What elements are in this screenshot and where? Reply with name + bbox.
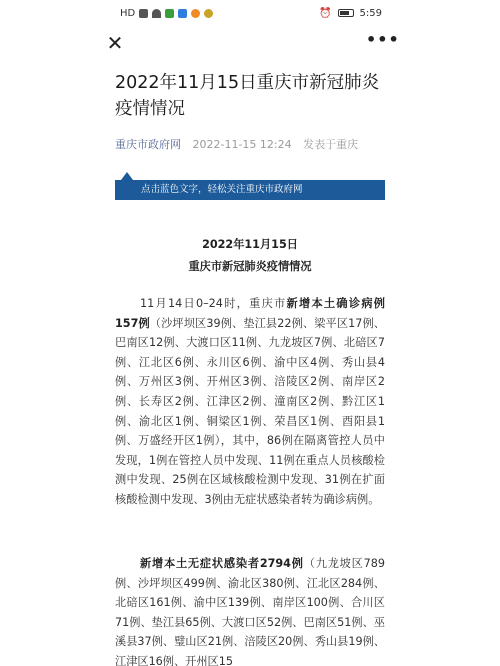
more-options-icon[interactable]: ••• [366,30,400,49]
p1-details: （沙坪坝区39例、垫江县22例、梁平区17例、巴南区12例、大渡口区11例、九龙坡区7例、北碚区7例、江北区6例、永川区6例、渝中区4例、秀山县4例、万州区3例、开州区3例、涪陵区2例、南岸区2例、长寿区2例、江津区2例、潼南区2例、黔江区1例、渝北区1例、铜梁区1例、荣昌区1例、酉阳县1例、万盛经开区1例），其中，86例在隔离管控人员中发现，1例在管控人员中发现、11例在重点人员核酸检测中发现、25例在区域核酸检测中发现、31例在扩面核酸检测中发现、3例由无症状感染者转为确诊病例。 [115,316,385,506]
status-bar [0,0,500,26]
publish-location: 发表于重庆 [303,138,359,151]
close-icon[interactable]: ✕ [106,31,124,55]
status-left [120,8,213,19]
source-link[interactable]: 重庆市政府网 [115,138,181,151]
article-title: 2022年11月15日重庆市新冠肺炎疫情情况 [115,73,380,119]
status-time: 5:59 [359,7,382,19]
signal-icon [139,9,148,18]
nav-bar [0,26,500,60]
app-notification-icon [204,9,213,18]
app-notification-icon [178,9,187,18]
app-notification-icon [165,9,174,18]
article-meta [115,136,385,152]
heading-date: 2022年11月15日 [202,238,298,251]
alarm-icon: ⏰ [319,7,332,19]
p1-highlight: 新增本土确诊病例157例 [115,297,385,330]
battery-icon [338,9,354,17]
app-notification-icon [191,9,200,18]
follow-banner[interactable] [115,172,385,200]
paragraph-asymptomatic [115,554,385,666]
p1-intro: 11月14日0–24时，重庆市 [140,297,287,310]
wifi-icon [152,9,161,18]
banner-text[interactable]: 点击蓝色文字，轻松关注重庆市政府网 [115,180,385,200]
hd-indicator: HD [120,7,136,19]
publish-date: 2022-11-15 12:24 [192,138,292,151]
heading-title: 重庆市新冠肺炎疫情情况 [188,260,312,273]
content-heading [115,234,385,278]
banner-arrow-icon [121,172,133,180]
paragraph-confirmed [115,294,385,510]
p2-details: （九龙坡区789例、沙坪坝区499例、渝北区380例、江北区284例、北碚区161例、渝中区139例、南岸区100例、合川区71例、垫江县65例、大渡口区52例、巴南区51例、巫溪县37例、璧山区21例、涪陵区20例、秀山县19例、江津区16例、开州区15 [115,557,385,666]
p2-highlight: 新增本土无症状感染者2794例 [140,557,304,570]
status-right [319,8,382,19]
article-header [115,70,385,152]
